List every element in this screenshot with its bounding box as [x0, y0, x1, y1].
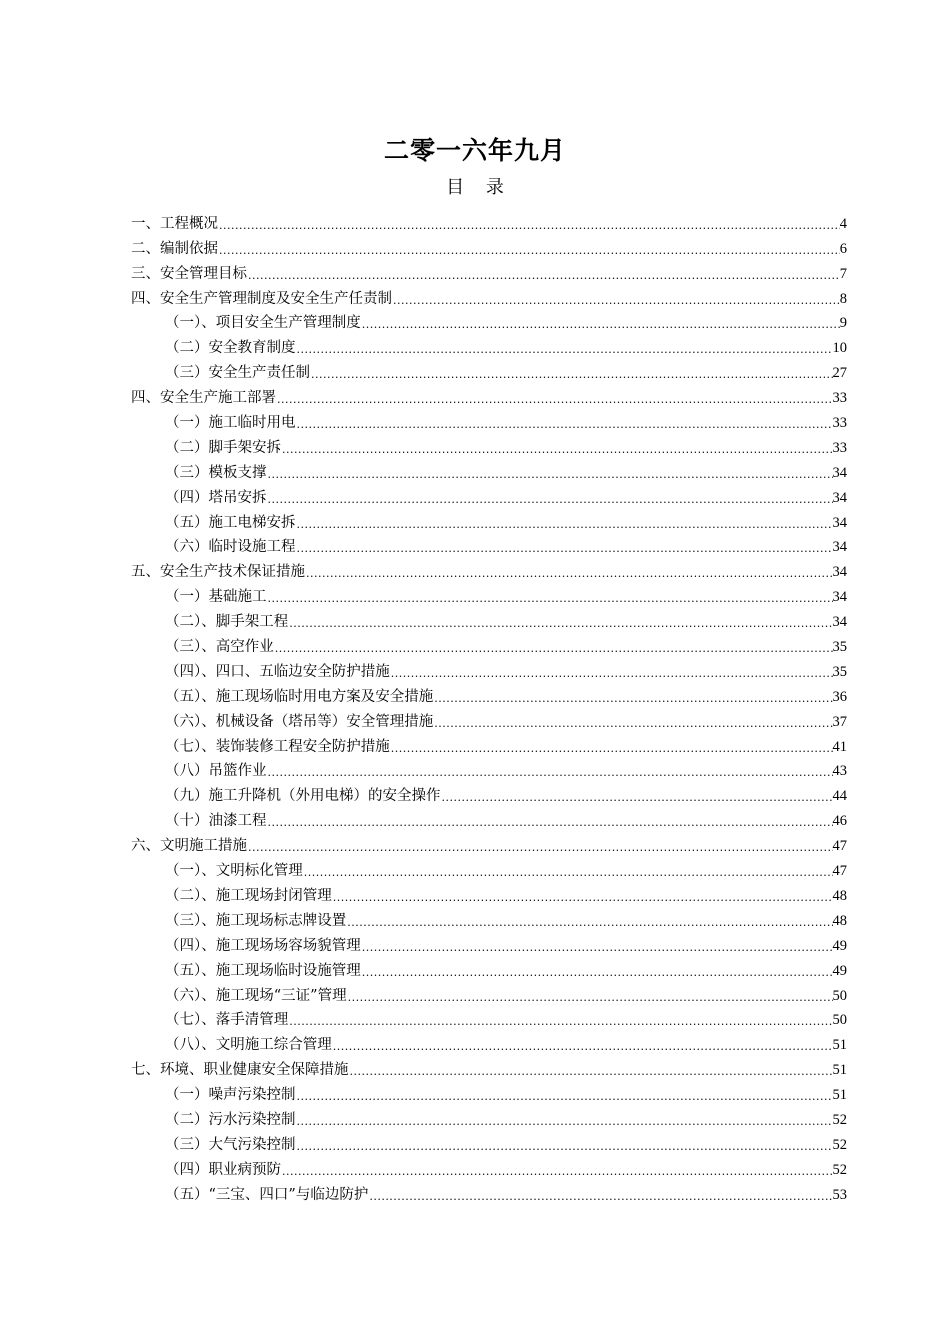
- toc-entry[interactable]: [131, 733, 847, 758]
- toc-leader-dots: [296, 1088, 833, 1106]
- toc-leader-dots: [288, 615, 832, 633]
- toc-entry-page-number: 52: [832, 1136, 847, 1153]
- toc-entry-page-number: 34: [832, 514, 847, 531]
- toc-entry-label: （一）、文明标化管理: [165, 863, 303, 880]
- toc-entry-label: （五）、施工现场临时设施管理: [165, 962, 361, 979]
- toc-leader-dots: [332, 1038, 833, 1056]
- toc-leader-dots: [296, 540, 833, 558]
- toc-entry[interactable]: [131, 957, 847, 982]
- toc-leader-dots: [281, 441, 833, 459]
- toc-entry-label: （一）施工临时用电: [165, 415, 296, 432]
- toc-entry-label: （三）、施工现场标志牌设置: [165, 912, 347, 929]
- toc-entry-label: （三）大气污染控制: [165, 1136, 296, 1153]
- toc-entry-page-number: 34: [832, 539, 847, 556]
- toc-leader-dots: [361, 964, 833, 982]
- toc-entry-page-number: 44: [832, 788, 847, 805]
- toc-leader-dots: [267, 764, 833, 782]
- toc-entry-label: 一、工程概况: [131, 215, 218, 232]
- toc-entry-page-number: 34: [832, 614, 847, 631]
- toc-leader-dots: [281, 1163, 833, 1181]
- toc-entry[interactable]: [131, 1056, 847, 1081]
- toc-entry-label: （八）、文明施工综合管理: [165, 1037, 332, 1054]
- toc-leader-dots: [392, 292, 840, 310]
- toc-leader-dots: [349, 1063, 833, 1081]
- toc-entry[interactable]: [131, 434, 847, 459]
- toc-entry[interactable]: [131, 708, 847, 733]
- toc-entry-label: （七）、装饰装修工程安全防护措施: [165, 738, 390, 755]
- toc-entry[interactable]: [131, 1181, 847, 1206]
- toc-entry-page-number: 34: [832, 564, 847, 581]
- toc-entry-page-number: 34: [832, 489, 847, 506]
- toc-leader-dots: [361, 316, 840, 334]
- toc-leader-dots: [296, 1113, 833, 1131]
- toc-entry-label: 四、安全生产管理制度及安全生产任责制: [131, 290, 392, 307]
- toc-leader-dots: [218, 242, 840, 260]
- toc-entry-page-number: 9: [839, 315, 847, 332]
- toc-entry-label: （二）、施工现场封闭管理: [165, 887, 332, 904]
- toc-entry-page-number: 48: [832, 912, 847, 929]
- toc-leader-dots: [296, 1138, 833, 1156]
- toc-entry-label: 四、安全生产施工部署: [131, 390, 276, 407]
- toc-entry-page-number: 6: [839, 240, 847, 257]
- toc-entry-page-number: 48: [832, 887, 847, 904]
- toc-leader-dots: [433, 715, 832, 733]
- toc-entry[interactable]: [131, 583, 847, 608]
- toc-leader-dots: [390, 665, 833, 683]
- toc-leader-dots: [247, 839, 833, 857]
- toc-entry-label: （七）、落手清管理: [165, 1012, 289, 1029]
- toc-leader-dots: [267, 491, 833, 509]
- toc-entry-page-number: 34: [832, 589, 847, 606]
- toc-entry[interactable]: [131, 932, 847, 957]
- toc-leader-dots: [347, 989, 833, 1007]
- toc-entry[interactable]: [131, 1156, 847, 1181]
- toc-entry-page-number: 49: [832, 937, 847, 954]
- toc-entry-page-number: 47: [832, 838, 847, 855]
- toc-entry-page-number: 33: [832, 390, 847, 407]
- toc-leader-dots: [267, 814, 833, 832]
- toc-entry-label: 二、编制依据: [131, 240, 218, 257]
- toc-entry-label: （一）噪声污染控制: [165, 1087, 296, 1104]
- toc-entry-label: （四）职业病预防: [165, 1161, 281, 1178]
- toc-entry[interactable]: [131, 907, 847, 932]
- toc-entry-page-number: 10: [832, 340, 847, 357]
- toc-entry-page-number: 50: [832, 987, 847, 1004]
- toc-entry[interactable]: [131, 782, 847, 807]
- toc-entry-page-number: 27: [832, 365, 847, 382]
- toc-entry-label: 七、环境、职业健康安全保障措施: [131, 1062, 349, 1079]
- toc-entry-page-number: 53: [832, 1186, 847, 1203]
- toc-leader-dots: [390, 740, 833, 758]
- toc-entry-label: （二）脚手架安拆: [165, 439, 281, 456]
- toc-entry-page-number: 41: [832, 738, 847, 755]
- toc-leader-dots: [332, 889, 833, 907]
- toc-entry-label: （五）“三宝、四口”与临边防护: [165, 1186, 369, 1203]
- toc-entry-label: （四）、四口、五临边安全防护措施: [165, 663, 390, 680]
- toc-leader-dots: [267, 466, 833, 484]
- toc-entry-page-number: 33: [832, 439, 847, 456]
- toc-entry-label: （三）模板支撑: [165, 464, 267, 481]
- toc-entry-page-number: 50: [832, 1012, 847, 1029]
- toc-entry-page-number: 36: [832, 688, 847, 705]
- toc-entry-label: （三）、高空作业: [165, 639, 274, 656]
- toc-entry[interactable]: [131, 459, 847, 484]
- toc-entry[interactable]: [131, 1007, 847, 1032]
- toc-entry[interactable]: [131, 882, 847, 907]
- toc-leader-dots: [368, 1188, 832, 1206]
- toc-entry[interactable]: [131, 658, 847, 683]
- toc-entry-label: （十）油漆工程: [165, 813, 267, 830]
- toc-entry[interactable]: [131, 334, 847, 359]
- toc-entry[interactable]: [131, 210, 847, 235]
- toc-entry[interactable]: [131, 409, 847, 434]
- toc-entry-label: （六）、机械设备（塔吊等）安全管理措施: [165, 713, 434, 730]
- toc-entry-page-number: 52: [832, 1111, 847, 1128]
- toc-entry-label: （一）、项目安全生产管理制度: [165, 315, 361, 332]
- toc-entry-page-number: 8: [839, 290, 847, 307]
- toc-entry[interactable]: [131, 235, 847, 260]
- toc-entry-page-number: 35: [832, 663, 847, 680]
- toc-entry[interactable]: [131, 1031, 847, 1056]
- toc-leader-dots: [247, 267, 840, 285]
- toc-entry-label: （一）基础施工: [165, 589, 267, 606]
- toc-entry-label: （五）施工电梯安拆: [165, 514, 296, 531]
- toc-entry-label: （五）、施工现场临时用电方案及安全措施: [165, 688, 434, 705]
- toc-entry-page-number: 7: [839, 265, 847, 282]
- toc-entry-page-number: 51: [832, 1037, 847, 1054]
- toc-entry-label: （六）、施工现场“三证”管理: [165, 987, 347, 1004]
- toc-entry[interactable]: [131, 484, 847, 509]
- toc-leader-dots: [296, 416, 833, 434]
- toc-entry-page-number: 52: [832, 1161, 847, 1178]
- toc-title: 目 录: [446, 177, 512, 198]
- toc-entry-label: 三、安全管理目标: [131, 265, 247, 282]
- table-of-contents: [131, 210, 847, 1206]
- toc-leader-dots: [274, 640, 833, 658]
- toc-entry[interactable]: [131, 558, 847, 583]
- toc-entry[interactable]: [131, 509, 847, 534]
- toc-entry[interactable]: [131, 758, 847, 783]
- toc-leader-dots: [441, 789, 833, 807]
- toc-entry-page-number: 4: [839, 215, 847, 232]
- toc-entry-label: （六）临时设施工程: [165, 539, 296, 556]
- toc-entry-page-number: 49: [832, 962, 847, 979]
- toc-entry[interactable]: [131, 310, 847, 335]
- toc-leader-dots: [218, 217, 840, 235]
- toc-leader-dots: [267, 590, 833, 608]
- toc-leader-dots: [296, 341, 833, 359]
- toc-leader-dots: [303, 864, 833, 882]
- toc-entry-page-number: 51: [832, 1062, 847, 1079]
- toc-entry[interactable]: [131, 534, 847, 559]
- toc-entry[interactable]: [131, 285, 847, 310]
- toc-entry-page-number: 43: [832, 763, 847, 780]
- toc-entry-label: （三）安全生产责任制: [165, 365, 310, 382]
- toc-entry-label: （二）安全教育制度: [165, 340, 296, 357]
- toc-entry[interactable]: [131, 982, 847, 1007]
- toc-leader-dots: [305, 565, 833, 583]
- toc-entry-label: （九）施工升降机（外用电梯）的安全操作: [165, 788, 441, 805]
- toc-leader-dots: [346, 914, 832, 932]
- toc-entry[interactable]: [131, 1106, 847, 1131]
- toc-entry[interactable]: [131, 807, 847, 832]
- toc-entry-label: （四）塔吊安拆: [165, 489, 267, 506]
- toc-entry[interactable]: [131, 832, 847, 857]
- toc-entry-page-number: 35: [832, 639, 847, 656]
- toc-entry-page-number: 33: [832, 415, 847, 432]
- toc-leader-dots: [276, 391, 833, 409]
- toc-entry-page-number: 34: [832, 464, 847, 481]
- toc-entry-label: 六、文明施工措施: [131, 838, 247, 855]
- toc-leader-dots: [433, 690, 832, 708]
- toc-entry-label: （四）、施工现场场容场貌管理: [165, 937, 361, 954]
- toc-entry-label: 五、安全生产技术保证措施: [131, 564, 305, 581]
- toc-leader-dots: [288, 1013, 832, 1031]
- toc-entry-page-number: 51: [832, 1087, 847, 1104]
- toc-entry-label: （八）吊篮作业: [165, 763, 267, 780]
- toc-entry[interactable]: [131, 608, 847, 633]
- toc-entry-page-number: 47: [832, 863, 847, 880]
- toc-leader-dots: [296, 516, 833, 534]
- toc-entry[interactable]: [131, 633, 847, 658]
- date-title: 二零一六年九月: [383, 136, 566, 165]
- toc-entry-label: （二）、脚手架工程: [165, 614, 289, 631]
- toc-entry[interactable]: [131, 1081, 847, 1106]
- toc-leader-dots: [310, 366, 833, 384]
- toc-entry-label: （二）污水污染控制: [165, 1111, 296, 1128]
- toc-entry-page-number: 37: [832, 713, 847, 730]
- toc-leader-dots: [361, 939, 833, 957]
- toc-entry[interactable]: [131, 857, 847, 882]
- toc-entry-page-number: 46: [832, 813, 847, 830]
- toc-entry[interactable]: [131, 1131, 847, 1156]
- toc-entry[interactable]: [131, 359, 847, 384]
- toc-entry[interactable]: [131, 260, 847, 285]
- toc-entry[interactable]: [131, 384, 847, 409]
- toc-entry[interactable]: [131, 683, 847, 708]
